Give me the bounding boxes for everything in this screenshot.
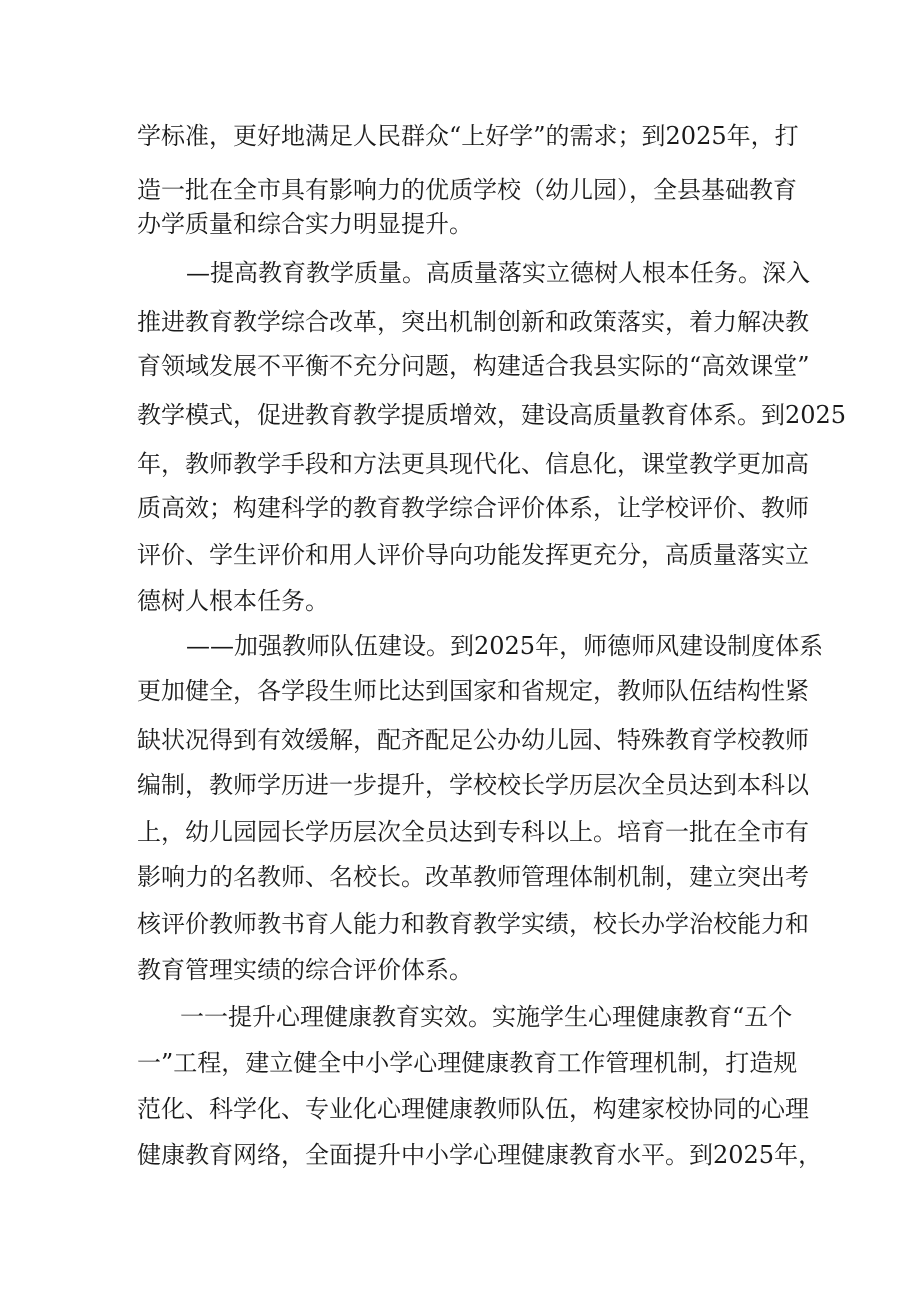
paragraph-3-line-6: 影响力的名教师、名校长。改革教师管理体制机制，建立突出考 — [137, 863, 809, 891]
paragraph-3-line-7: 核评价教师教书育人能力和教育教学实绩，校长办学治校能力和 — [137, 910, 809, 938]
paragraph-4-line-3: 范化、科学化、专业化心理健康教师队伍，构建家校协同的心理 — [137, 1095, 809, 1123]
paragraph-2-line-7: 评价、学生评价和用人评价导向功能发挥更充分，高质量落实立 — [137, 541, 809, 569]
paragraph-2-line-4: 教学模式，促进教育教学提质增效，建设高质量教育体系。到2025 — [137, 401, 847, 429]
paragraph-1-line-1: 学标准，更好地满足人民群众“上好学”的需求；到2025年，打 — [137, 122, 799, 150]
paragraph-2-line-6: 质高效；构建科学的教育教学综合评价体系，让学校评价、教师 — [137, 494, 809, 522]
paragraph-3-line-3: 缺状况得到有效缓解，配齐配足公办幼儿园、特殊教育学校教师 — [137, 726, 809, 754]
paragraph-2-line-1: —提高教育教学质量。高质量落实立德树人根本任务。深入 — [186, 259, 810, 287]
paragraph-3-line-2: 更加健全，各学段生师比达到国家和省规定，教师队伍结构性紧 — [137, 677, 809, 705]
paragraph-3-line-4: 编制，教师学历进一步提升，学校校长学历层次全员达到本科以 — [137, 771, 809, 799]
paragraph-2-line-2: 推进教育教学综合改革，突出机制创新和政策落实，着力解决教 — [137, 308, 809, 336]
paragraph-4-line-4: 健康教育网络，全面提升中小学心理健康教育水平。到2025年， — [137, 1141, 823, 1169]
paragraph-4-line-1: 一一提升心理健康教育实效。实施学生心理健康教育“五个 — [180, 1003, 793, 1031]
paragraph-1-line-2: 造一批在全市具有影响力的优质学校（幼儿园），全县基础教育 — [137, 176, 797, 204]
paragraph-3-line-5: 上，幼儿园园长学历层次全员达到专科以上。培育一批在全市有 — [137, 818, 809, 846]
paragraph-3-line-1: ——加强教师队伍建设。到2025年，师德师风建设制度体系 — [186, 632, 824, 660]
paragraph-2-line-3: 育领域发展不平衡不充分问题，构建适合我县实际的“高效课堂” — [137, 352, 810, 380]
paragraph-3-line-8: 教育管理实绩的综合评价体系。 — [137, 956, 473, 984]
paragraph-2-line-5: 年，教师教学手段和方法更具现代化、信息化，课堂教学更加高 — [137, 450, 809, 478]
paragraph-1-line-3: 办学质量和综合实力明显提升。 — [137, 210, 473, 238]
paragraph-4-line-2: 一”工程，建立健全中小学心理健康教育工作管理机制，打造规 — [137, 1049, 798, 1077]
paragraph-2-line-8: 德树人根本任务。 — [137, 587, 329, 615]
